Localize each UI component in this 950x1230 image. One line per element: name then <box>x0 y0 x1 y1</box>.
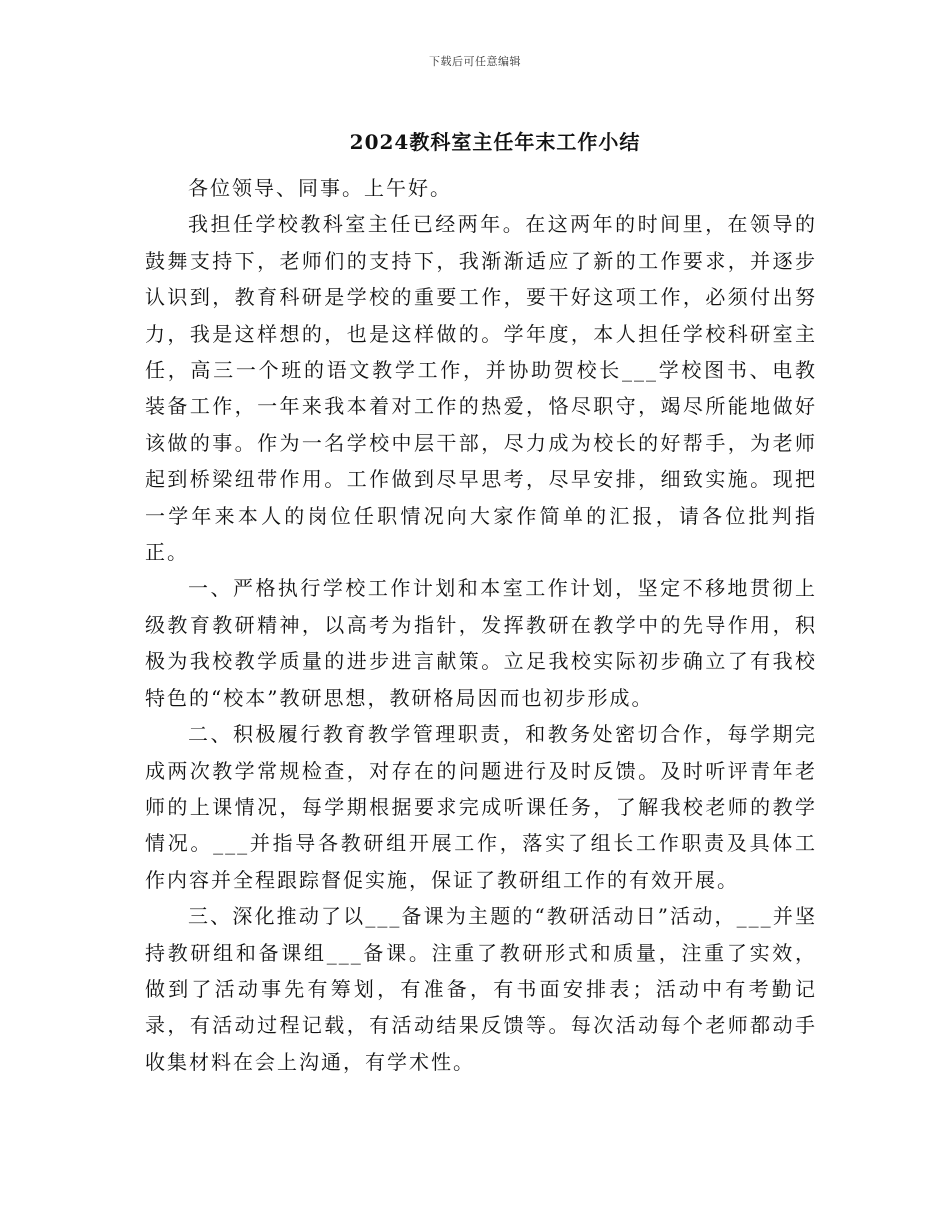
document-title: 2024教科室主任年末工作小结 <box>349 130 641 154</box>
section-three-paragraph: 三、深化推动了以___备课为主题的“教研活动日”活动，___并坚持教研组和备课组___备课。注重了教研形式和质量，注重了实效，做到了活动事先有筹划，有准备，有书面安排表；活动中有考勤记录，有活动过程记载，有活动结果反馈等。每次活动每个老师都动手收集材料在会上沟通，有学术性。 <box>145 904 817 1074</box>
document-body <box>145 170 817 1080</box>
intro-paragraph: 我担任学校教科室主任已经两年。在这两年的时间里，在领导的鼓舞支持下，老师们的支持下，我渐渐适应了新的工作要求，并逐步认识到，教育科研是学校的重要工作，要干好这项工作，必须付出努力，我是这样想的，也是这样做的。学年度，本人担任学校科研室主任，高三一个班的语文教学工作，并协助贺校长___学校图书、电教装备工作，一年来我本着对工作的热爱，恪尽职守，竭尽所能地做好该做的事。作为一名学校中层干部，尽力成为校长的好帮手，为老师起到桥梁纽带作用。工作做到尽早思考，尽早安排，细致实施。现把一学年来本人的岗位任职情况向大家作简单的汇报，请各位批判指正。 <box>145 212 817 565</box>
section-two-paragraph: 二、积极履行教育教学管理职责，和教务处密切合作，每学期完成两次教学常规检查，对存在的问题进行及时反馈。及时听评青年老师的上课情况，每学期根据要求完成听课任务，了解我校老师的教学情况。___并指导各教研组开展工作，落实了组长工作职责及具体工作内容并全程跟踪督促实施，保证了教研组工作的有效开展。 <box>145 722 817 892</box>
greeting-paragraph: 各位领导、同事。上午好。 <box>188 176 452 200</box>
header-note: 下载后可任意编辑 <box>429 55 521 68</box>
section-one-paragraph: 一、严格执行学校工作计划和本室工作计划，坚定不移地贯彻上级教育教研精神，以高考为指针，发挥教研在教学中的先导作用，积极为我校教学质量的进步进言献策。立足我校实际初步确立了有我校特色的“校本”教研思想，教研格局因而也初步形成。 <box>145 576 817 710</box>
